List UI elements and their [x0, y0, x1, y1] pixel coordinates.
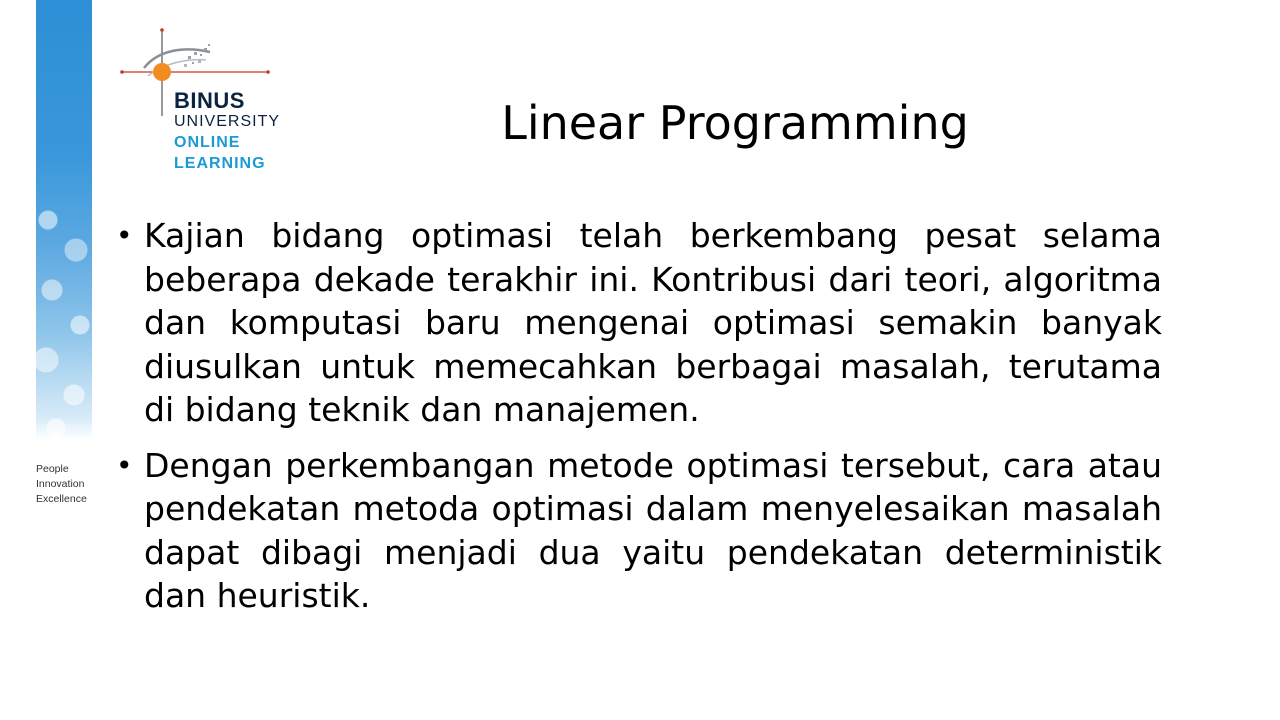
- logo-online-text: ONLINE: [174, 134, 241, 151]
- tagline: [36, 462, 87, 507]
- slide-title: Linear Programming: [501, 96, 969, 150]
- tagline-people: People: [36, 463, 69, 475]
- logo-university-text: UNIVERSITY: [174, 113, 281, 130]
- tagline-innovation: Innovation: [36, 478, 85, 490]
- binus-logo: [118, 28, 298, 178]
- bullet-item-1: [114, 214, 1162, 432]
- side-decorative-band: [36, 0, 92, 440]
- logo-learning-text: LEARNING: [174, 155, 266, 172]
- bullet-dot-icon: •: [116, 448, 133, 482]
- band-mosaic-pattern: [36, 200, 92, 440]
- logo-binus-text: BINUS: [174, 88, 245, 113]
- bullet-text-1: Kajian bidang optimasi telah berkembang pesat selama beberapa dekade terakhir ini. Kontribusi dari teori, algoritma dan komputasi baru mengenai optimasi semakin banyak diusulkan untuk memecahkan berbagai masalah, terutama di bidang teknik dan manajemen.: [144, 216, 1162, 429]
- bullet-list: [114, 214, 1162, 630]
- tagline-excellence: Excellence: [36, 493, 87, 505]
- bullet-text-2: Dengan perkembangan metode optimasi tersebut, cara atau pendekatan metoda optimasi dalam menyelesaikan masalah dapat dibagi menjadi dua yaitu pendekatan deterministik dan heuristik.: [144, 445, 1162, 615]
- bullet-dot-icon: •: [116, 219, 133, 252]
- bullet-item-2: [114, 444, 1162, 618]
